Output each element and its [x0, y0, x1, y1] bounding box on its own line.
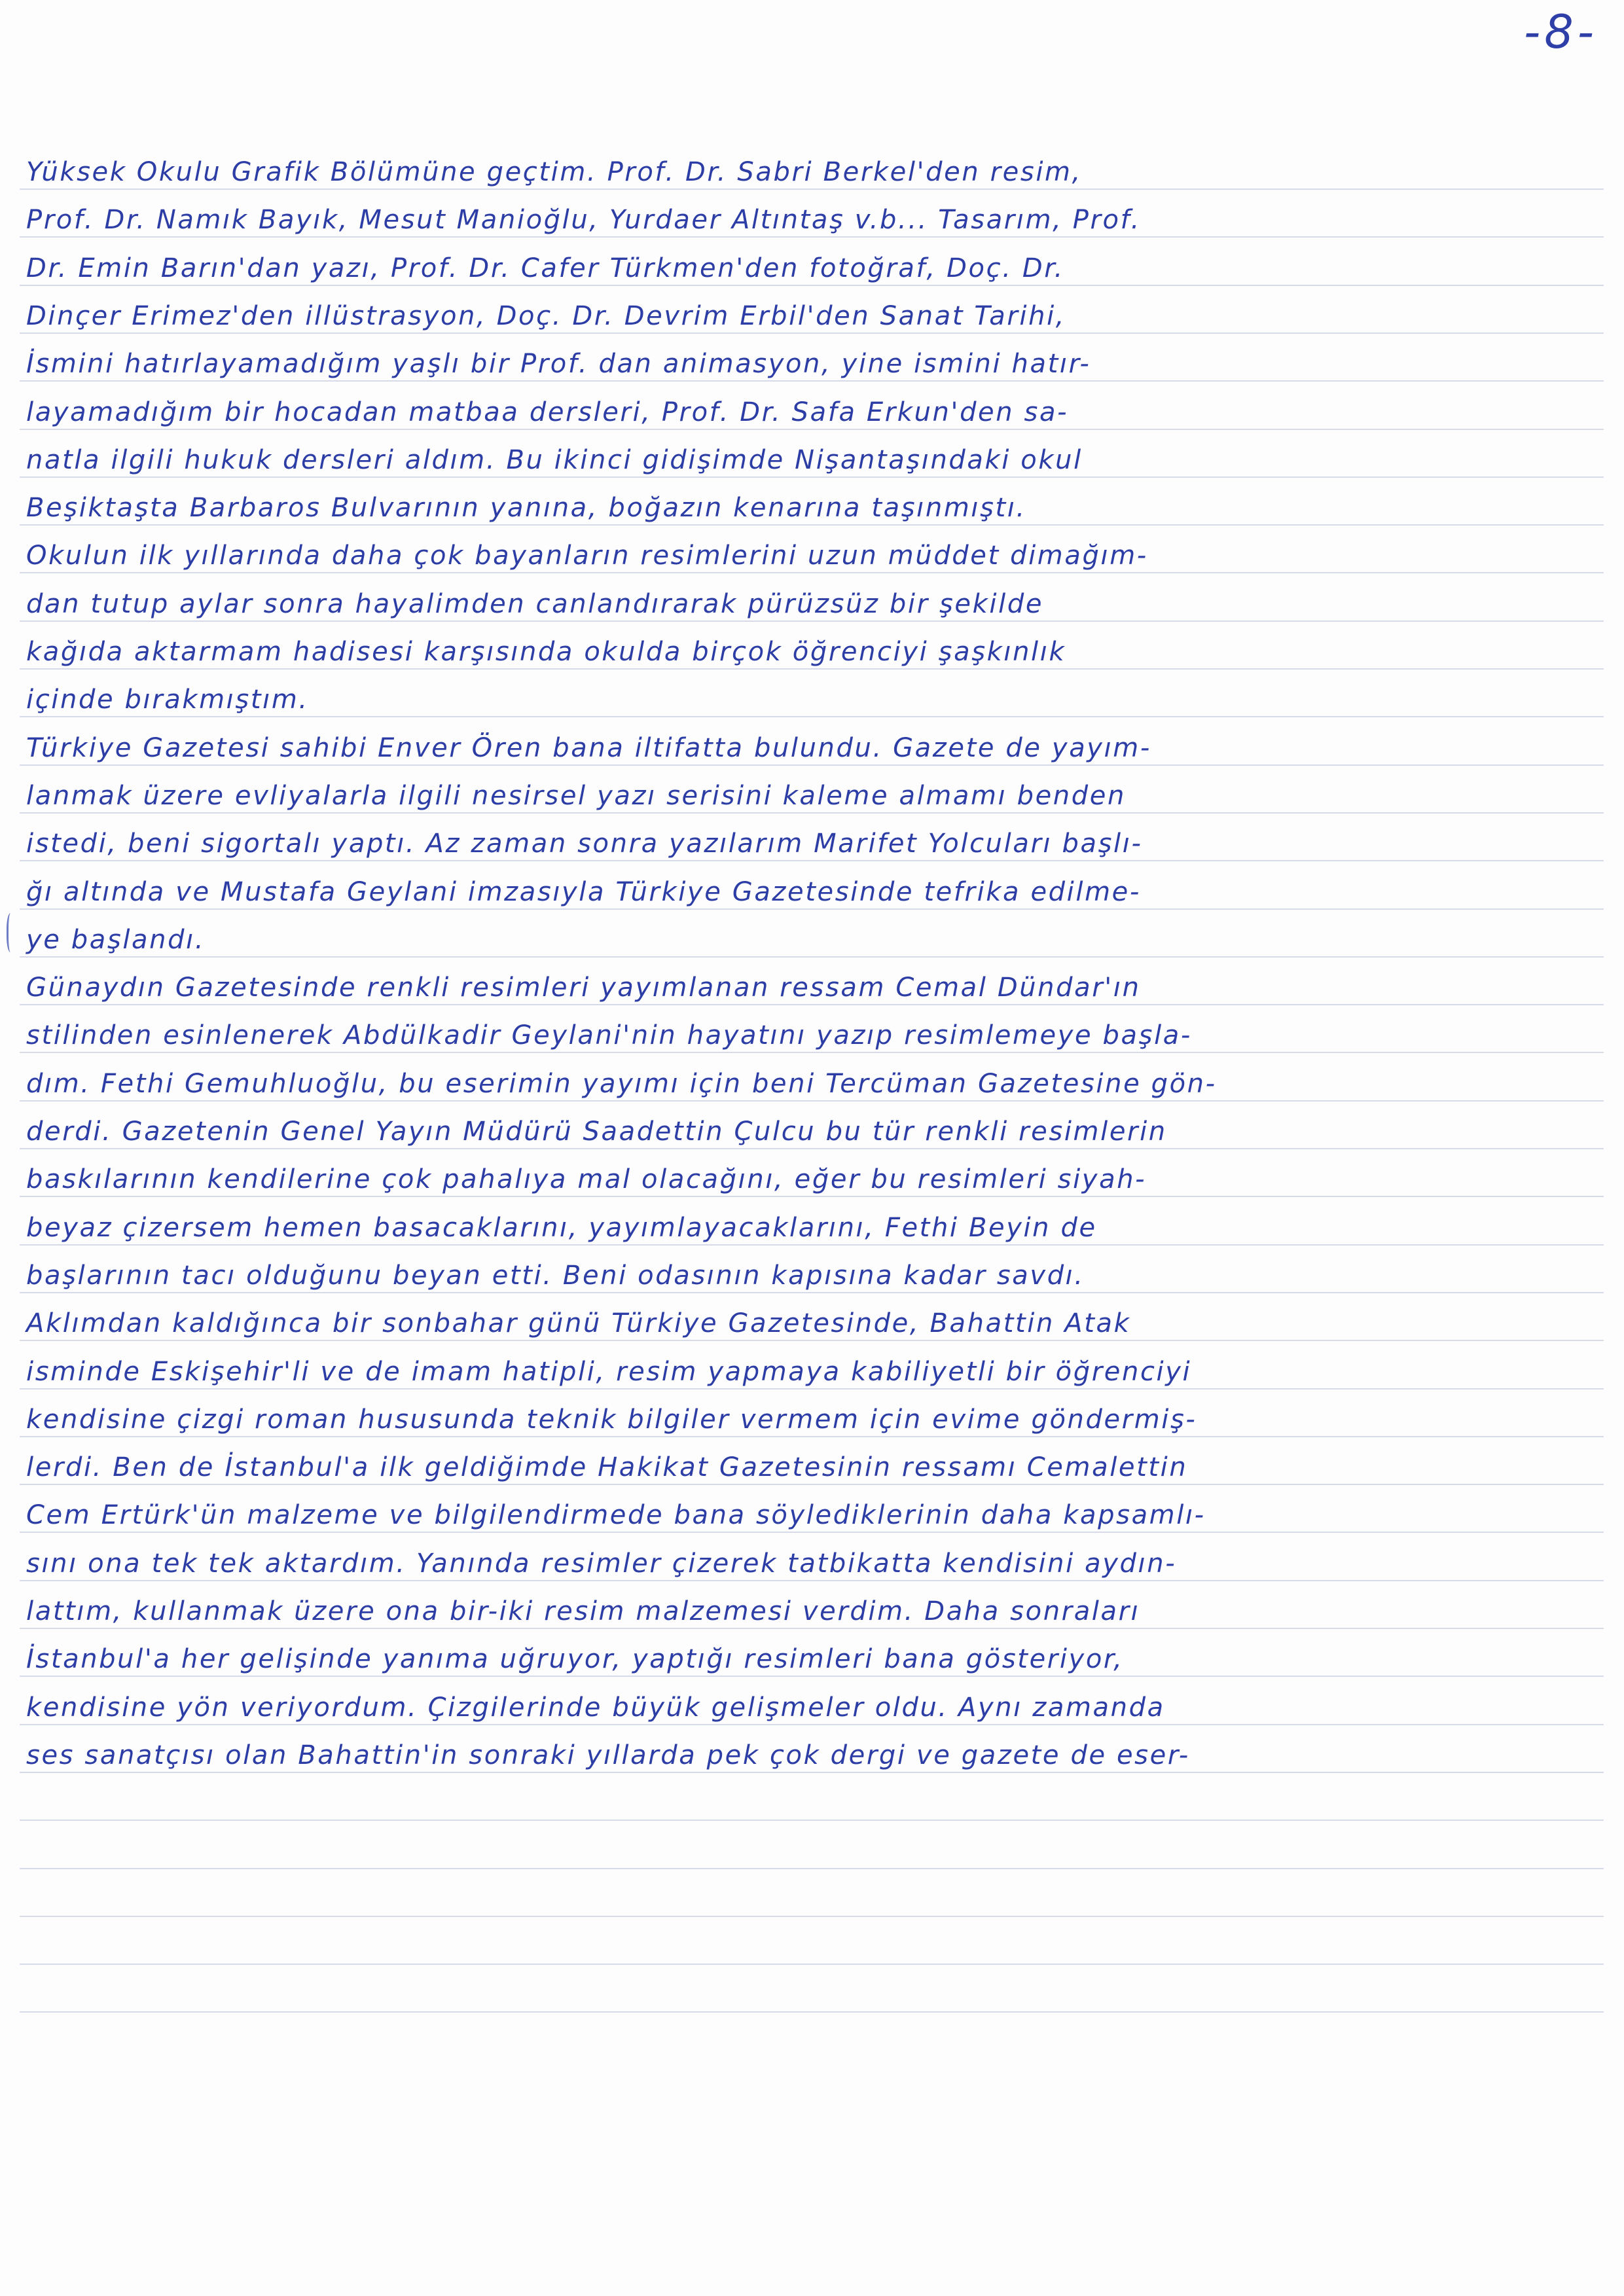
text-line: kağıda aktarmam hadisesi karşısında okulda birçok öğrenciyi şaşkınlık [26, 637, 1066, 667]
text-line: ses sanatçısı olan Bahattin'in sonraki yıllarda pek çok dergi ve gazete de eser- [26, 1740, 1190, 1770]
text-line: lattım, kullanmak üzere ona bir-iki resim malzemesi verdim. Daha sonraları [26, 1596, 1140, 1626]
margin-mark [7, 913, 16, 952]
text-line: baskılarının kendilerine çok pahalıya mal olacağını, eğer bu resimleri siyah- [26, 1164, 1147, 1194]
text-line: sını ona tek tek aktardım. Yanında resimler çizerek tatbikatta kendisini aydın- [26, 1549, 1177, 1579]
text-line: natla ilgili hukuk dersleri aldım. Bu ikinci gidişimde Nişantaşındaki okul [26, 445, 1083, 475]
text-line: Günaydın Gazetesinde renkli resimleri yayımlanan ressam Cemal Dündar'ın [26, 973, 1141, 1003]
text-line: başlarının tacı olduğunu beyan etti. Beni odasının kapısına kadar savdı. [26, 1261, 1085, 1291]
text-line: Türkiye Gazetesi sahibi Enver Ören bana iltifatta bulundu. Gazete de yayım- [26, 733, 1151, 763]
text-line: İstanbul'a her gelişinde yanıma uğruyor, yaptığı resimleri bana gösteriyor, [26, 1644, 1124, 1674]
ruled-line [20, 2011, 1604, 2013]
text-line: Prof. Dr. Namık Bayık, Mesut Manioğlu, Yurdaer Altıntaş v.b... Tasarım, Prof. [26, 205, 1141, 235]
text-line: dan tutup aylar sonra hayalimden canlandırarak pürüzsüz bir şekilde [26, 589, 1044, 619]
text-line: Dr. Emin Barın'dan yazı, Prof. Dr. Cafer Türkmen'den fotoğraf, Doç. Dr. [26, 253, 1064, 283]
text-line: Yüksek Okulu Grafik Bölümüne geçtim. Prof. Dr. Sabri Berkel'den resim, [26, 157, 1082, 187]
text-line: Aklımdan kaldığınca bir sonbahar günü Türkiye Gazetesinde, Bahattin Atak [26, 1308, 1131, 1338]
ruled-line [20, 1868, 1604, 1869]
text-line: içinde bırakmıştım. [26, 685, 309, 715]
page-number: -8- [1523, 5, 1598, 59]
text-line: Dinçer Erimez'den illüstrasyon, Doç. Dr. Devrim Erbil'den Sanat Tarihi, [26, 301, 1066, 331]
text-line: stilinden esinlenerek Abdülkadir Geylani'nin hayatını yazıp resimlemeye başla- [26, 1020, 1192, 1050]
text-line: Beşiktaşta Barbaros Bulvarının yanına, boğazın kenarına taşınmıştı. [26, 493, 1026, 523]
ruled-line [20, 1820, 1604, 1821]
text-line: isminde Eskişehir'li ve de imam hatipli, resim yapmaya kabiliyetli bir öğrenciyi [26, 1357, 1192, 1387]
text-line: Cem Ertürk'ün malzeme ve bilgilendirmede bana söylediklerinin daha kapsamlı- [26, 1500, 1206, 1530]
text-line: kendisine çizgi roman hususunda teknik bilgiler vermem için evime göndermiş- [26, 1405, 1197, 1435]
text-line: İsmini hatırlayamadığım yaşlı bir Prof. dan animasyon, yine ismini hatır- [26, 349, 1091, 379]
text-line: ye başlandı. [26, 925, 206, 955]
ruled-line [20, 1916, 1604, 1917]
ruled-line [20, 1964, 1604, 1965]
text-line: ğı altında ve Mustafa Geylani imzasıyla Türkiye Gazetesinde tefrika edilme- [26, 877, 1141, 907]
text-line: istedi, beni sigortalı yaptı. Az zaman sonra yazılarım Marifet Yolcuları başlı- [26, 829, 1143, 859]
text-line: derdi. Gazetenin Genel Yayın Müdürü Saadettin Çulcu bu tür renkli resimlerin [26, 1117, 1167, 1147]
text-line: lanmak üzere evliyalarla ilgili nesirsel yazı serisini kaleme almamı benden [26, 781, 1126, 811]
text-line: beyaz çizersem hemen basacaklarını, yayımlayacaklarını, Fethi Beyin de [26, 1213, 1097, 1243]
text-line: Okulun ilk yıllarında daha çok bayanların resimlerini uzun müddet dimağım- [26, 541, 1148, 571]
text-line: lerdi. Ben de İstanbul'a ilk geldiğimde Hakikat Gazetesinin ressamı Cemalettin [26, 1452, 1188, 1482]
text-line: layamadığım bir hocadan matbaa dersleri, Prof. Dr. Safa Erkun'den sa- [26, 397, 1069, 427]
text-line: dım. Fethi Gemuhluoğlu, bu eserimin yayımı için beni Tercüman Gazetesine gön- [26, 1069, 1217, 1099]
text-line: kendisine yön veriyordum. Çizgilerinde büyük gelişmeler oldu. Aynı zamanda [26, 1693, 1165, 1723]
